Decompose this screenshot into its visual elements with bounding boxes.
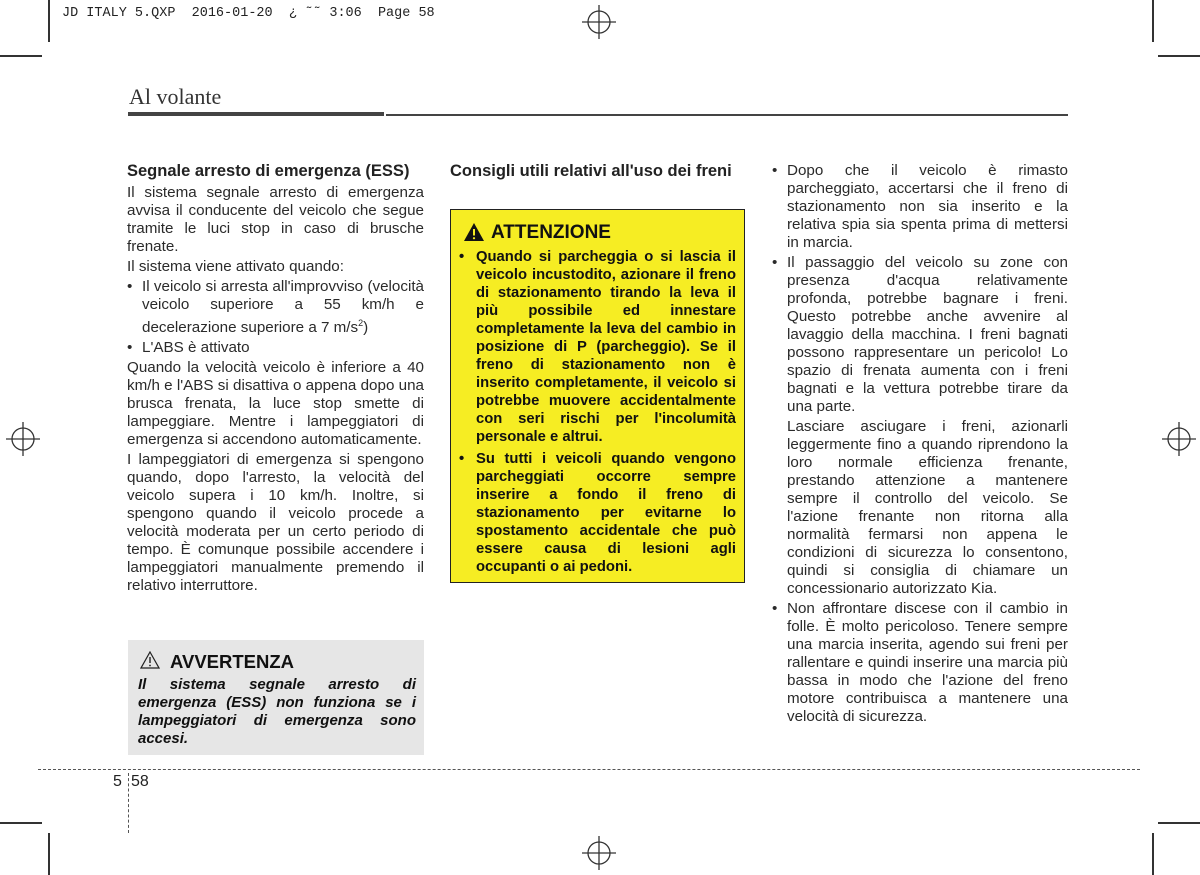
warning-triangle-icon [140,651,160,669]
caution-box [450,209,745,583]
list-item-text: Quando si parcheggia o si lascia il veicolo incustodito, azionare il freno di stazionamento tirando la leva il più possibile ed innestare completamente la leva del cambio in posizione di P (parcheggio). Se il freno di stazionamento non è inserito completamente, il veicolo si potrebbe muovere accidentalmente con seri rischi per l'incolumità personale e altrui. [476,249,736,445]
list-item [772,254,1068,416]
crop-mark [1158,55,1200,57]
ess-paragraph: Il sistema segnale arresto di emergenza avvisa il conducente del veicolo che segue tramite le luci stop in caso di brusche frenate. [127,184,424,255]
caution-title: ATTENZIONE [491,222,611,243]
crop-mark [0,822,42,824]
list-item [459,450,736,576]
bullet-icon: • [127,339,133,357]
list-item-text: Il passaggio del veicolo su zone con presenza d'acqua relativamente profonda, potrebbe bagnare i freni. Questo potrebbe anche avvenire al lavaggio della macchina. I freni bagnati possono rappresentare un pericolo! Lo spazio di frenata aumenta con i freni bagnati e la vettura potrebbe tirare da una parte. [787,254,1068,415]
bullet-icon: • [459,249,465,265]
middle-column [450,162,746,184]
list-item-text: Dopo che il veicolo è rimasto parcheggiato, accertarsi che il freno di stazionamento non sia inserito e la relativa spia sia spenta prima di mettersi in marcia. [787,162,1068,251]
right-column [772,162,1068,728]
print-header: JD ITALY 5.QXP 2016-01-20 ¿ ˜˜ 3:06 Page 58 [62,6,435,21]
list-item-text: ) [363,319,369,337]
warning-title: AVVERTENZA [170,651,295,672]
crop-mark [1158,822,1200,824]
list-item [459,248,736,446]
list-item-text: Non affrontare discese con il cambio in folle. È molto pericoloso. Tenere sempre una marcia inserita, agendo sui freni per rallentare e quindi inserire una marcia più bassa in modo che l'azione del freno motore contribuisca a mantenere una velocità di sicurezza. [787,600,1068,725]
list-item [772,600,1068,726]
ess-paragraph: Quando la velocità veicolo è inferiore a 40 km/h e l'ABS si disattiva o appena dopo una brusca frenata, la luce stop smette di lampeggiare. Mentre i lampeggiatori di emergenza si accendono automaticamente. [127,359,424,449]
title-rule [128,112,384,116]
title-rule [386,114,1068,116]
bullet-icon: • [772,600,778,617]
ess-heading: Segnale arresto di emergenza (ESS) [127,162,410,180]
registration-mark-icon [582,836,616,870]
page-number: 58 [131,773,149,790]
registration-mark-icon [1162,422,1196,456]
crop-mark [48,0,50,42]
footer-divider [38,769,1140,770]
section-title: Al volante [129,84,222,109]
list-item-continuation [772,418,1068,598]
list-item [127,278,424,337]
ess-paragraph: Il sistema viene attivato quando: [127,258,344,275]
left-column [127,162,424,597]
list-item-text: L'ABS è attivato [142,339,250,357]
brakes-heading: Consigli utili relativi all'uso dei freni [450,162,732,180]
registration-mark-icon [582,5,616,39]
list-item-text: Il veicolo si arresta all'improvviso (velocità veicolo superiore a 55 km/h e decelerazione superiore a 7 m/s [142,278,424,337]
bullet-icon: • [127,278,133,295]
caution-body [459,248,736,580]
crop-mark [48,833,50,875]
list-item-text: Su tutti i veicoli quando vengono parcheggiati occorre sempre inserire a fondo il freno di stazionamento per evitarne lo spostamento accidentale che può essere causa di lesioni agli occupanti o ai pedoni. [476,451,736,575]
list-item-text: Lasciare asciugare i freni, azionarli leggermente fino a quando riprendono la loro normale efficienza frenante, prestando attenzione a mantenere sempre il controllo del veicolo. Se l'azione frenante non ritorna alla normalità fermarsi non appena le condizioni di sicurezza lo consentono, quindi si consiglia di chiamare un concessionario autorizzato Kia. [787,418,1068,597]
chapter-number: 5 [113,773,122,790]
registration-mark-icon [6,422,40,456]
bullet-icon: • [772,162,778,179]
page-number-divider [128,773,129,833]
crop-mark [1152,833,1154,875]
superscript: 2 [358,318,364,328]
warning-text: Il sistema segnale arresto di emergenza (ESS) non funziona se i lampeggiatori di emergenza sono accesi. [138,676,416,747]
warning-triangle-icon [463,222,485,242]
bullet-icon: • [459,451,465,467]
bullet-icon: • [772,254,778,271]
list-item [127,339,424,357]
crop-mark [1152,0,1154,42]
ess-paragraph: I lampeggiatori di emergenza si spengono quando, dopo l'arresto, la velocità del veicolo supera i 10 km/h. Inoltre, si spengono quando il veicolo procede a velocità moderata per un certo periodo di tempo. È comunque possibile accendere i lampeggiatori manualmente premendo il relativo interruttore. [127,451,424,595]
list-item [772,162,1068,252]
crop-mark [0,55,42,57]
warning-box [128,640,424,755]
